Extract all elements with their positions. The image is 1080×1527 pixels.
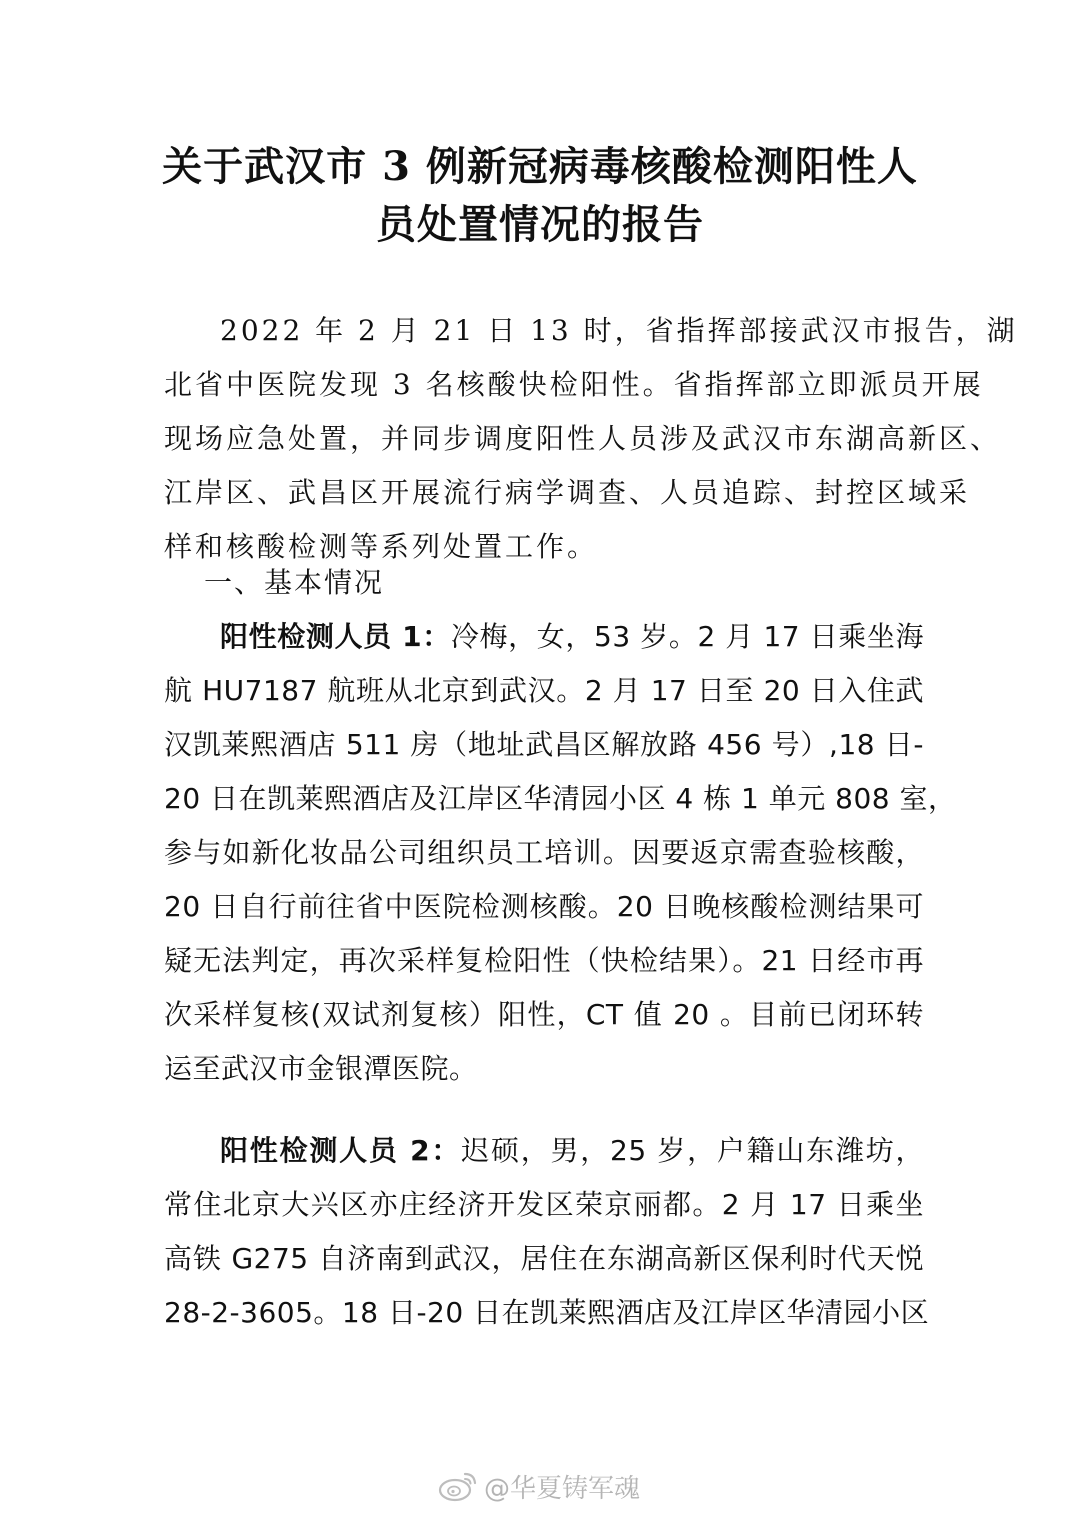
person-1-line: 次采样复核(双试剂复核）阳性，CT 值 20 。目前已闭环转 <box>164 998 924 1031</box>
title-line-2: 员处置情况的报告 <box>376 201 704 248</box>
intro-line: 江岸区、武昌区开展流行病学调查、人员追踪、封控区域采 <box>164 476 971 509</box>
weibo-icon <box>438 1469 478 1503</box>
intro-line: 现场应急处置，并同步调度阳性人员涉及武汉市东湖高新区、 <box>164 422 1002 455</box>
intro-line: 2022 年 2 月 21 日 13 时，省指挥部接武汉市报告，湖 <box>220 314 1018 347</box>
person-2-line: 常住北京大兴区亦庄经济开发区荣京丽都。2 月 17 日乘坐 <box>164 1188 924 1221</box>
person-1-first-line <box>164 610 924 664</box>
person-1-first-line-text: 冷梅，女，53 岁。2 月 17 日乘坐海 <box>450 620 924 653</box>
person-1-label: 阳性检测人员 1： <box>220 620 451 653</box>
document-title <box>150 138 930 254</box>
person-2-first-line <box>164 1124 924 1178</box>
person-1-line: 20 日自行前往省中医院检测核酸。20 日晚核酸检测结果可 <box>164 890 924 923</box>
person-1-line: 疑无法判定，再次采样复检阳性（快检结果）。21 日经市再 <box>164 944 924 977</box>
person-1-paragraph <box>164 610 957 1096</box>
watermark-text: @华夏铸军魂 <box>484 1473 641 1504</box>
person-1-line: 航 HU7187 航班从北京到武汉。2 月 17 日至 20 日入住武 <box>164 674 924 707</box>
person-1-line: 20 日在凯莱熙酒店及江岸区华清园小区 4 栋 1 单元 808 室， <box>164 782 957 815</box>
person-2-line: 28-2-3605。18 日-20 日在凯莱熙酒店及江岸区华清园小区 <box>164 1296 930 1329</box>
person-2-line: 高铁 G275 自济南到武汉，居住在东湖高新区保利时代天悦 <box>164 1242 924 1275</box>
person-1-line: 汉凯莱熙酒店 511 房（地址武昌区解放路 456 号）,18 日- <box>164 728 924 761</box>
section-heading: 一、基本情况 <box>204 566 385 599</box>
person-1-line: 参与如新化妆品公司组织员工培训。因要返京需查验核酸， <box>164 836 924 869</box>
intro-line: 样和核酸检测等系列处置工作。 <box>164 530 599 563</box>
watermark <box>438 1466 640 1506</box>
person-2-first-line-text: 迟硕，男，25 岁，户籍山东潍坊， <box>461 1134 924 1167</box>
intro-line: 北省中医院发现 3 名核酸快检阳性。省指挥部立即派员开展 <box>164 368 984 401</box>
title-line-1: 关于武汉市 3 例新冠病毒核酸检测阳性人 <box>162 143 918 190</box>
intro-paragraph <box>164 304 1018 574</box>
person-2-paragraph <box>164 1124 930 1340</box>
person-2-label: 阳性检测人员 2： <box>220 1134 462 1167</box>
person-1-line: 运至武汉市金银潭医院。 <box>164 1052 478 1085</box>
